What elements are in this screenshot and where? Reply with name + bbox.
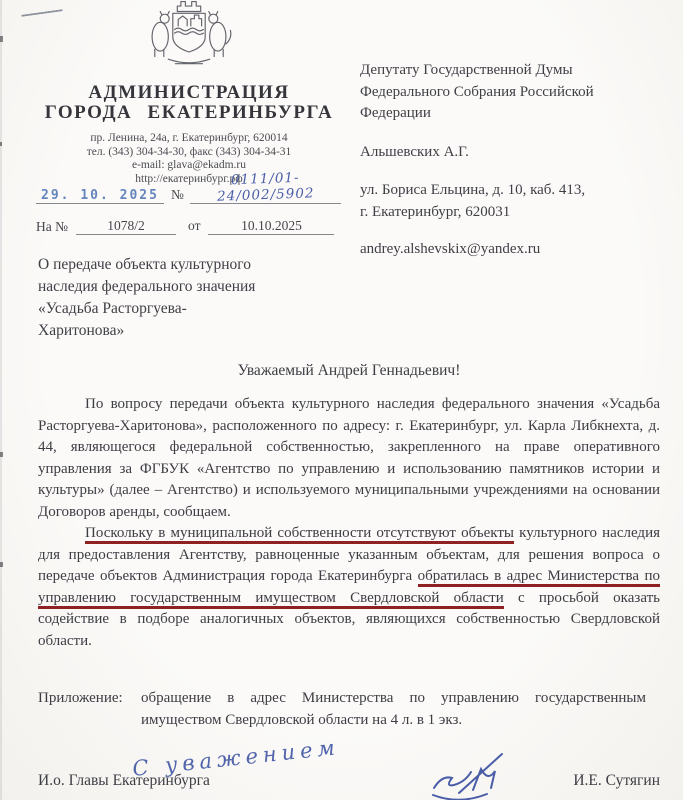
body-text-segment: культурного наследия для предоставления Агентству, равноценные указанным объектам, для решения вопроса о передаче объектов Администрация города Екатеринбурга [38, 525, 660, 584]
attachment-text: обращение в адрес Министерства по управлению государственным имуществом Свердловской области на 4 л. в 1 экз. [141, 690, 646, 728]
recipient-email: andrey.alshevskix@yandex.ru [360, 241, 541, 257]
recipient-address-line: ул. Бориса Ельцина, д. 10, каб. 413, [360, 182, 586, 198]
signer-name: И.Е. Сутягин [573, 772, 660, 789]
coat-of-arms-icon [30, 0, 348, 75]
org-phone: тел. (343) 304-34-30, факс (343) 304-34-31 [86, 145, 292, 158]
scan-artifact [0, 452, 3, 457]
letterhead [30, 0, 348, 186]
scan-edge-artifact [0, 0, 2, 800]
scan-artifact [0, 36, 3, 42]
subject-line: О передаче объекта культурного наследия федерального значения «Усадьба Расторгуева-Харитонова» [38, 256, 256, 339]
attachment-label: Приложение: [38, 690, 123, 706]
attachment-block [38, 688, 654, 731]
salutation: Уважаемый Андрей Геннадьевич! [237, 362, 461, 379]
signer-position: И.о. Главы Екатеринбурга [38, 772, 210, 789]
underlined-phrase: Поскольку в муниципальной собственности отсутствуют объекты [85, 525, 514, 544]
signature-scribble [428, 750, 540, 800]
handwritten-closing: С уважением [131, 735, 341, 781]
incoming-date-field [208, 218, 334, 235]
org-website: http://екатеринбург.рф [135, 172, 243, 185]
org-name-line1: АДМИНИСТРАЦИЯ [88, 82, 290, 103]
recipient-position-line: Федерации [360, 105, 431, 121]
underlined-phrase: обратилась в адрес Министерства по управлению государственным имуществом Свердловской области [38, 568, 660, 609]
org-address: пр. Ленина, 24а, г. Екатеринбург, 620014 [90, 132, 288, 144]
outgoing-number-field [190, 171, 341, 204]
number-label: № [171, 187, 184, 202]
recipient-address-line: г. Екатеринбург, 620031 [360, 203, 511, 220]
body-paragraph-1: По вопросу передачи объекта культурного наследия федерального значения «Усадьба Расторгуева-Харитонова», расположенного по адресу: г. Екатеринбург, ул. Карла Либкнехта, д. 44, являющегося федеральной собственностью, закрепленного на праве оперативного управления за ФГБУК «Агентство по управлению и использованию памятников истории и культуры» (далее – Агентство) и используемого муниципальными учреждениями на основании Договоров аренды, сообщаем. [38, 396, 660, 520]
recipient-position-line: Федерального Собрания Российской [360, 83, 594, 100]
scan-artifact [0, 562, 3, 567]
org-name-line2: ГОРОДА ЕКАТЕРИНБУРГА [44, 102, 334, 123]
date-stamp: 29. 10. 2025 [41, 188, 159, 203]
incoming-number-field [76, 218, 176, 235]
body-paragraph-2 [38, 523, 660, 652]
org-email: e-mail: glava@ekadm.ru [131, 159, 247, 171]
recipient-name: Альшевских А.Г. [360, 143, 469, 160]
outgoing-number-handwritten: 0111/01-24/002/5902 [216, 169, 315, 205]
body-text-segment: с просьбой оказать содействие в подборе аналогичных объектов, являющихся собственностью Свердловской области. [38, 589, 660, 649]
incoming-number: 1078/2 [107, 218, 145, 233]
scan-artifact [0, 142, 2, 146]
signature-row [38, 772, 660, 790]
outgoing-date-field [36, 187, 164, 204]
recipient-block [360, 60, 682, 261]
from-label: от [188, 218, 201, 233]
letter-body [38, 394, 660, 652]
incoming-date: 10.10.2025 [241, 218, 302, 233]
recipient-position-line: Депутату Государственной Думы [360, 62, 573, 78]
in-reply-label: На № [36, 219, 68, 234]
